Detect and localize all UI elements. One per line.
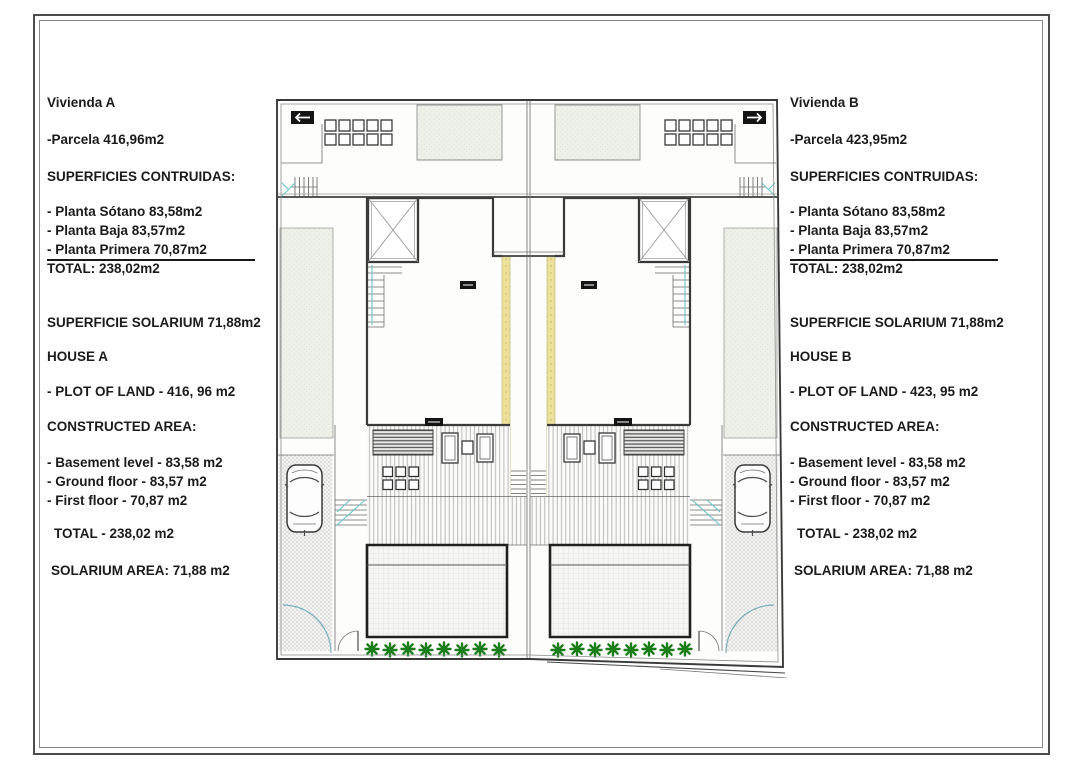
house-a-total: TOTAL: 238,02m2 <box>47 261 160 276</box>
house-b-basement: - Basement level - 83,58 m2 <box>790 455 966 470</box>
house-b-constructed-heading: CONSTRUCTED AREA: <box>790 419 940 434</box>
house-a-planta-primera: - Planta Primera 70,87m2 <box>47 242 255 261</box>
house-b-planta-baja: - Planta Baja 83,57m2 <box>790 223 929 238</box>
house-a-title: Vivienda A <box>47 95 116 110</box>
house-b-title: Vivienda B <box>790 95 859 110</box>
house-b-first-floor: - First floor - 70,87 m2 <box>790 493 931 508</box>
house-b-planta-sotano: - Planta Sótano 83,58m2 <box>790 204 946 219</box>
house-b-planta-primera: - Planta Primera 70,87m2 <box>790 242 998 261</box>
house-b-total-en: TOTAL - 238,02 m2 <box>797 526 918 541</box>
floor-plan <box>268 93 788 678</box>
house-a-ground-floor: - Ground floor - 83,57 m2 <box>47 474 207 489</box>
house-a-solarium: SUPERFICIE SOLARIUM 71,88m2 <box>47 315 261 330</box>
house-a-total-en: TOTAL - 238,02 m2 <box>54 526 175 541</box>
house-a-plot-of-land: - PLOT OF LAND - 416, 96 m2 <box>47 384 236 399</box>
house-a-basement: - Basement level - 83,58 m2 <box>47 455 223 470</box>
house-b-parcela: -Parcela 423,95m2 <box>790 132 908 147</box>
house-b-plot-of-land: - PLOT OF LAND - 423, 95 m2 <box>790 384 979 399</box>
house-a-superficies-heading: SUPERFICIES CONTRUIDAS: <box>47 169 236 184</box>
house-a-planta-baja: - Planta Baja 83,57m2 <box>47 223 186 238</box>
house-a-first-floor: - First floor - 70,87 m2 <box>47 493 188 508</box>
house-b-superficies-heading: SUPERFICIES CONTRUIDAS: <box>790 169 979 184</box>
house-b-solarium-en: SOLARIUM AREA: 71,88 m2 <box>794 563 973 578</box>
house-b-ground-floor: - Ground floor - 83,57 m2 <box>790 474 950 489</box>
house-b-total: TOTAL: 238,02m2 <box>790 261 903 276</box>
house-a-heading-en: HOUSE A <box>47 349 109 364</box>
house-b-solarium: SUPERFICIE SOLARIUM 71,88m2 <box>790 315 1004 330</box>
house-a-solarium-en: SOLARIUM AREA: 71,88 m2 <box>51 563 230 578</box>
house-a-parcela: -Parcela 416,96m2 <box>47 132 165 147</box>
house-a-planta-sotano: - Planta Sótano 83,58m2 <box>47 204 203 219</box>
house-a-constructed-heading: CONSTRUCTED AREA: <box>47 419 197 434</box>
house-b-heading-en: HOUSE B <box>790 349 852 364</box>
